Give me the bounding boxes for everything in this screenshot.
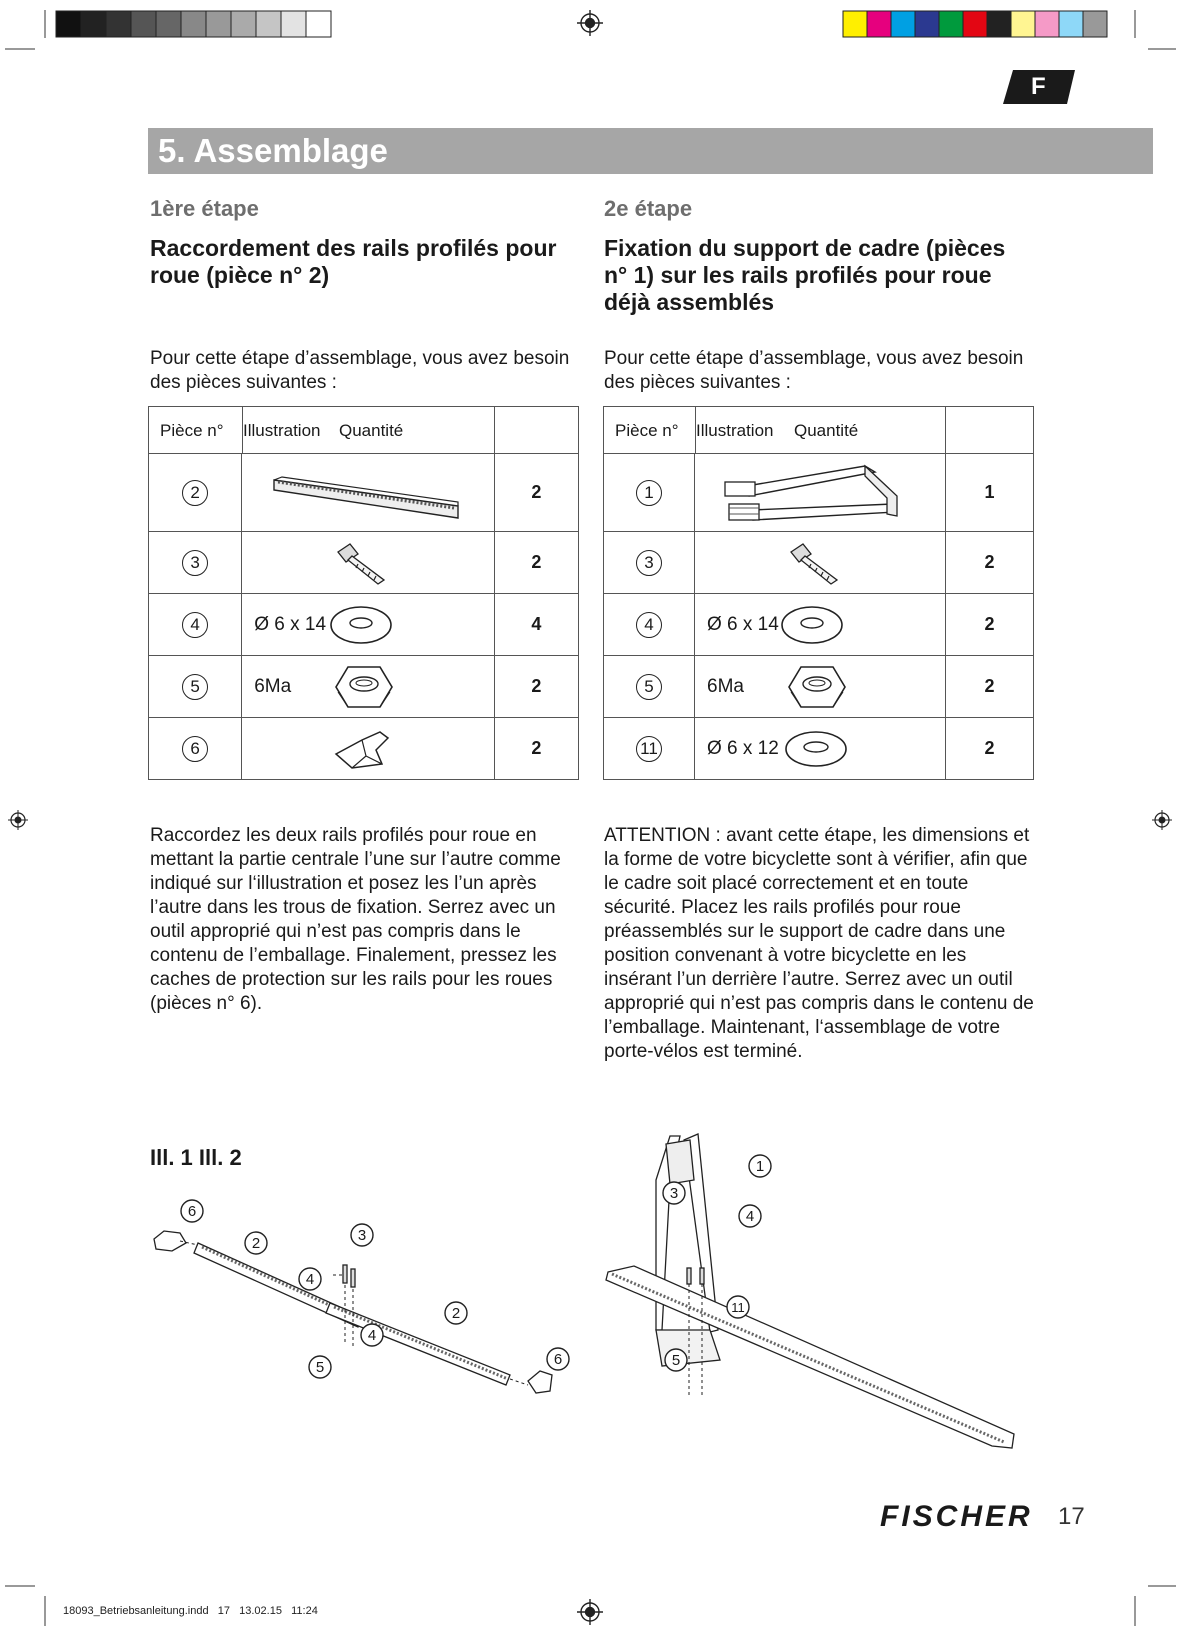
step-1-title: Raccordement des rails profilés pour roue (pièce n° 2): [150, 235, 557, 288]
table-row: [604, 656, 1034, 718]
part-number: 2: [182, 480, 208, 506]
part-number: 4: [182, 612, 208, 638]
illustration-cell: [242, 718, 495, 780]
table-row: [149, 718, 579, 780]
bolt-part: [700, 1268, 704, 1284]
quantity: 2: [946, 532, 1034, 594]
callout: 4: [367, 1327, 377, 1344]
bolt-part: [351, 1269, 355, 1287]
quantity: 2: [494, 656, 578, 718]
callout: 11: [731, 1300, 745, 1315]
washer-icon: [783, 728, 849, 770]
part-spec: 6Ma: [707, 675, 744, 697]
registration-mark-right: [1152, 810, 1172, 830]
quantity: 2: [946, 594, 1034, 656]
print-color-bars: [0, 0, 1181, 60]
illustration-cell: [695, 718, 946, 780]
callout: 6: [553, 1351, 563, 1368]
callout: 2: [251, 1235, 261, 1252]
callout: 1: [755, 1158, 765, 1175]
header-illustration: Illustration: [696, 421, 774, 440]
illustration-cell: [242, 656, 495, 718]
bolt-icon: [334, 542, 394, 586]
quantity: 2: [494, 532, 578, 594]
illustration-cell: [242, 532, 495, 594]
part-number: 1: [636, 480, 662, 506]
print-marks-bottom: [0, 1570, 1181, 1634]
callout: 5: [671, 1352, 681, 1369]
figure-2-frame-assembly: [600, 1130, 1040, 1480]
table-row: [149, 532, 579, 594]
table-header-cell: [149, 407, 495, 454]
washer-icon: [779, 604, 845, 646]
step-2-intro: Pour cette étape d’assemblage, vous avez besoin des pièces suivantes :: [604, 348, 1024, 393]
part-spec: Ø 6 x 14: [707, 613, 779, 635]
illustration-cell: [695, 454, 946, 532]
part-number: 5: [182, 674, 208, 700]
step-1-parts-table: [148, 406, 579, 780]
callout: 3: [357, 1227, 367, 1244]
frame-support-icon: [715, 458, 915, 528]
page-number: 17: [1058, 1503, 1085, 1530]
quantity: 2: [494, 718, 578, 780]
step-2-title: Fixation du support de cadre (pièces n° 1) sur les rails profilés pour roue déjà assemblés: [604, 235, 1006, 315]
callout: 3: [669, 1185, 679, 1202]
bolt-icon: [787, 542, 847, 586]
registration-mark-left: [8, 810, 28, 830]
language-tab-label: F: [1031, 73, 1046, 100]
rail-icon: [272, 476, 462, 520]
illustration-cell: [242, 454, 495, 532]
quantity: 2: [494, 454, 578, 532]
part-number: 3: [182, 550, 208, 576]
nut-icon: [787, 664, 847, 710]
header-quantity: Quantité: [794, 421, 859, 440]
step-2-label: 2e étape: [604, 196, 693, 221]
callout: 6: [187, 1203, 197, 1220]
table-header-row: [604, 407, 1034, 454]
nut-icon: [334, 664, 394, 710]
frame-clamp: [666, 1140, 694, 1184]
bolt-part: [687, 1268, 691, 1284]
callout: 5: [315, 1359, 325, 1376]
illustration-cell: [242, 594, 495, 656]
quantity: 2: [946, 718, 1034, 780]
illustration-cell: [695, 532, 946, 594]
header-quantity: Quantité: [339, 421, 404, 440]
callout: 4: [305, 1271, 315, 1288]
part-number: 6: [182, 736, 208, 762]
bolt-part: [343, 1265, 347, 1283]
table-header-row: [149, 407, 579, 454]
figure-1-rail-assembly: [150, 1195, 590, 1425]
table-header-cell: [604, 407, 946, 454]
quantity: 2: [946, 656, 1034, 718]
quantity: 4: [494, 594, 578, 656]
part-number: 5: [636, 674, 662, 700]
step-1-label: 1ère étape: [150, 196, 259, 221]
step-2-instructions: ATTENTION : avant cette étape, les dimensions et la forme de votre bicyclette sont à vérifier, afin que le cadre soit placé correctement et en toute sécurité. Placez les rails profilés pour roue préassemblés sur le support de cadre dans une position convenant à votre bicyclette en les insérant l’un derrière l’autre. Serrez avec un outil approprié qui n’est pas compris dans le contenu de l’emballage. Maintenant, l‘assemblage de votre porte-vélos est terminé.: [604, 825, 1034, 1062]
table-row: [149, 656, 579, 718]
table-row: [604, 594, 1034, 656]
quantity: 1: [946, 454, 1034, 532]
section-title: 5. Assemblage: [158, 132, 388, 169]
header-piece: Pièce n°: [160, 421, 224, 440]
step-1-instructions: Raccordez les deux rails profilés pour roue en mettant la partie centrale l’une sur l’autre comme indiqué sur l‘illustration et posez les l’un après l’autre dans les trous de fixation. Serrez avec un outil approprié qui n’est pas compris dans le contenu de l’emballage. Finalement, pressez les caches de protection sur les rails pour les roues (pièces n° 6).: [150, 825, 561, 1014]
callout: 2: [451, 1305, 461, 1322]
table-row: [149, 594, 579, 656]
table-row: [604, 718, 1034, 780]
table-row: [604, 532, 1034, 594]
language-tab: [1003, 70, 1075, 104]
part-number: 3: [636, 550, 662, 576]
table-row: [149, 454, 579, 532]
illustration-cell: [695, 656, 946, 718]
callout: 4: [745, 1208, 755, 1225]
illustration-cell: [695, 594, 946, 656]
print-slug: 18093_Betriebsanleitung.indd 17 13.02.15 11:24: [63, 1605, 318, 1617]
part-spec: Ø 6 x 14: [254, 613, 327, 635]
part-spec: 6Ma: [254, 675, 292, 697]
end-cap-part: [528, 1371, 552, 1393]
part-number: 11: [636, 736, 662, 762]
step-2-parts-table: [603, 406, 1034, 780]
part-number: 4: [636, 612, 662, 638]
section-title-bar: [148, 128, 1153, 174]
figures-label: Ill. 1 Ill. 2: [150, 1145, 242, 1170]
part-spec: Ø 6 x 12: [707, 737, 779, 759]
table-row: [604, 454, 1034, 532]
header-piece: Pièce n°: [615, 421, 679, 440]
washer-icon: [328, 604, 394, 646]
header-illustration: Illustration: [243, 421, 321, 440]
step-1-intro: Pour cette étape d’assemblage, vous avez besoin des pièces suivantes :: [150, 348, 570, 393]
end-cap-icon: [332, 728, 394, 770]
brand-logo: FISCHER: [880, 1500, 1033, 1533]
